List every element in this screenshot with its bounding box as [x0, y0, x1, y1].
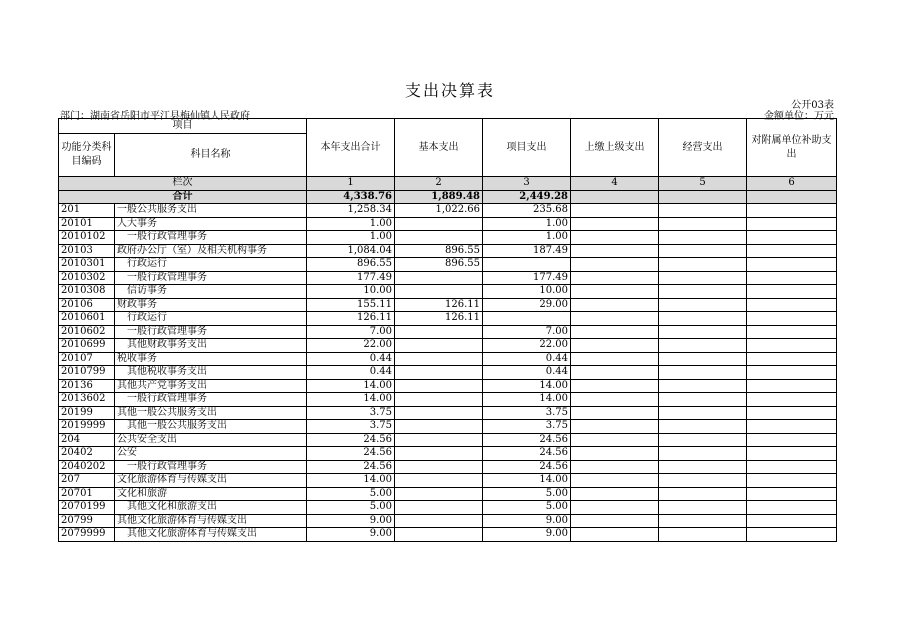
row-upper [571, 420, 659, 434]
row-code: 2010302 [59, 271, 115, 285]
row-code: 20103 [59, 244, 115, 258]
row-code: 2010602 [59, 325, 115, 339]
row-upper [571, 460, 659, 474]
row-project: 1.00 [483, 217, 571, 231]
row-upper [571, 312, 659, 326]
row-name: 公共安全支出 [115, 433, 307, 447]
row-basic [395, 433, 483, 447]
row-name: 其他文化旅游体育与传媒支出 [115, 514, 307, 528]
row-subsidy [747, 433, 837, 447]
row-subsidy [747, 204, 837, 218]
row-code: 201 [59, 204, 115, 218]
row-basic [395, 474, 483, 488]
row-project: 24.56 [483, 433, 571, 447]
row-total: 14.00 [307, 393, 395, 407]
row-project: 235.68 [483, 204, 571, 218]
row-subsidy [747, 258, 837, 272]
row-subsidy [747, 487, 837, 501]
row-total: 5.00 [307, 501, 395, 515]
row-subsidy [747, 393, 837, 407]
table-row [59, 460, 837, 474]
row-name: 人大事务 [115, 217, 307, 231]
header-func-code: 功能分类科目编码 [59, 134, 115, 177]
row-project: 5.00 [483, 501, 571, 515]
row-name: 一般行政管理事务 [115, 460, 307, 474]
row-upper [571, 298, 659, 312]
row-name: 行政运行 [115, 312, 307, 326]
row-project: 177.49 [483, 271, 571, 285]
row-total: 1,258.34 [307, 204, 395, 218]
row-basic [395, 528, 483, 542]
row-code: 20402 [59, 447, 115, 461]
row-total: 3.75 [307, 406, 395, 420]
row-business [659, 379, 747, 393]
row-total: 126.11 [307, 312, 395, 326]
row-business [659, 474, 747, 488]
row-business [659, 312, 747, 326]
table-row [59, 514, 837, 528]
row-subsidy [747, 460, 837, 474]
row-total: 24.56 [307, 447, 395, 461]
col-number-3: 3 [483, 177, 571, 191]
table-row [59, 312, 837, 326]
total-col5 [659, 190, 747, 204]
row-business [659, 285, 747, 299]
row-project: 0.44 [483, 352, 571, 366]
row-upper [571, 528, 659, 542]
row-upper [571, 285, 659, 299]
row-business [659, 420, 747, 434]
row-basic [395, 460, 483, 474]
row-total: 24.56 [307, 460, 395, 474]
table-row [59, 528, 837, 542]
row-basic [395, 393, 483, 407]
row-upper [571, 258, 659, 272]
row-code: 2040202 [59, 460, 115, 474]
table-row [59, 244, 837, 258]
row-name: 公安 [115, 447, 307, 461]
row-name: 一般行政管理事务 [115, 271, 307, 285]
row-basic [395, 406, 483, 420]
table-row [59, 217, 837, 231]
row-business [659, 366, 747, 380]
header-project: 项目 [59, 119, 307, 134]
row-upper [571, 231, 659, 245]
row-basic [395, 231, 483, 245]
row-upper [571, 406, 659, 420]
row-business [659, 231, 747, 245]
row-upper [571, 474, 659, 488]
row-code: 2079999 [59, 528, 115, 542]
form-code: 公开03表 [791, 100, 834, 111]
row-name: 其他文化和旅游支出 [115, 501, 307, 515]
header-row-lanci [59, 177, 837, 191]
row-upper [571, 366, 659, 380]
table-row [59, 231, 837, 245]
row-basic [395, 285, 483, 299]
row-total: 14.00 [307, 474, 395, 488]
row-upper [571, 271, 659, 285]
row-name: 一般行政管理事务 [115, 393, 307, 407]
row-total: 7.00 [307, 325, 395, 339]
row-code: 20701 [59, 487, 115, 501]
row-basic: 126.11 [395, 298, 483, 312]
row-name: 政府办公厅（室）及相关机构事务 [115, 244, 307, 258]
row-project [483, 312, 571, 326]
row-code: 2070199 [59, 501, 115, 515]
row-business [659, 528, 747, 542]
row-basic [395, 420, 483, 434]
row-project: 7.00 [483, 325, 571, 339]
row-subsidy [747, 244, 837, 258]
row-total: 1.00 [307, 217, 395, 231]
row-basic [395, 366, 483, 380]
row-business [659, 339, 747, 353]
row-name: 文化和旅游 [115, 487, 307, 501]
row-subsidy [747, 339, 837, 353]
table-row [59, 393, 837, 407]
row-subsidy [747, 501, 837, 515]
row-project: 9.00 [483, 528, 571, 542]
row-subsidy [747, 366, 837, 380]
row-total: 24.56 [307, 433, 395, 447]
row-subsidy [747, 352, 837, 366]
row-basic [395, 447, 483, 461]
table-row [59, 501, 837, 515]
row-basic [395, 217, 483, 231]
row-code: 20101 [59, 217, 115, 231]
row-subsidy [747, 528, 837, 542]
header-row-project [59, 119, 837, 134]
row-upper [571, 447, 659, 461]
total-col3: 2,449.28 [483, 190, 571, 204]
row-code: 2010102 [59, 231, 115, 245]
row-total: 14.00 [307, 379, 395, 393]
row-name: 其他文化旅游体育与传媒支出 [115, 528, 307, 542]
row-business [659, 433, 747, 447]
row-total: 5.00 [307, 487, 395, 501]
row-code: 20199 [59, 406, 115, 420]
total-col2: 1,889.48 [395, 190, 483, 204]
row-upper [571, 352, 659, 366]
row-name: 其他一般公共服务支出 [115, 406, 307, 420]
row-code: 20107 [59, 352, 115, 366]
row-upper [571, 244, 659, 258]
row-project: 14.00 [483, 379, 571, 393]
row-name: 一般行政管理事务 [115, 231, 307, 245]
row-project: 22.00 [483, 339, 571, 353]
row-total: 9.00 [307, 514, 395, 528]
table-row [59, 285, 837, 299]
table-row [59, 352, 837, 366]
row-subsidy [747, 298, 837, 312]
row-name: 一般行政管理事务 [115, 325, 307, 339]
row-subsidy [747, 271, 837, 285]
col-number-4: 4 [571, 177, 659, 191]
row-business [659, 393, 747, 407]
row-name: 其他一般公共服务支出 [115, 420, 307, 434]
row-total: 896.55 [307, 258, 395, 272]
row-project: 3.75 [483, 406, 571, 420]
header-total: 本年支出合计 [307, 119, 395, 177]
row-business [659, 298, 747, 312]
row-upper [571, 325, 659, 339]
row-upper [571, 501, 659, 515]
row-project: 187.49 [483, 244, 571, 258]
row-code: 207 [59, 474, 115, 488]
row-subsidy [747, 285, 837, 299]
row-business [659, 271, 747, 285]
row-code: 20106 [59, 298, 115, 312]
row-total: 1,084.04 [307, 244, 395, 258]
header-upper: 上缴上级支出 [571, 119, 659, 177]
row-project: 24.56 [483, 460, 571, 474]
col-number-5: 5 [659, 177, 747, 191]
table-row [59, 204, 837, 218]
row-project: 5.00 [483, 487, 571, 501]
table-row [59, 258, 837, 272]
row-project: 10.00 [483, 285, 571, 299]
col-number-2: 2 [395, 177, 483, 191]
row-project: 0.44 [483, 366, 571, 380]
row-upper [571, 204, 659, 218]
row-name: 其他税收事务支出 [115, 366, 307, 380]
row-code: 2013602 [59, 393, 115, 407]
row-project: 14.00 [483, 474, 571, 488]
row-code: 20136 [59, 379, 115, 393]
total-label: 合计 [59, 190, 307, 204]
row-upper [571, 514, 659, 528]
row-basic [395, 271, 483, 285]
header-business: 经营支出 [659, 119, 747, 177]
row-business [659, 325, 747, 339]
header-subject-name: 科目名称 [115, 134, 307, 177]
row-business [659, 258, 747, 272]
row-total: 0.44 [307, 352, 395, 366]
row-subsidy [747, 420, 837, 434]
row-project: 9.00 [483, 514, 571, 528]
row-basic: 896.55 [395, 258, 483, 272]
row-project [483, 258, 571, 272]
row-code: 2010799 [59, 366, 115, 380]
row-project: 1.00 [483, 231, 571, 245]
row-code: 2010699 [59, 339, 115, 353]
table-row [59, 487, 837, 501]
row-subsidy [747, 474, 837, 488]
row-basic: 126.11 [395, 312, 483, 326]
row-total: 0.44 [307, 366, 395, 380]
unit-label: 金额单位：万元 [764, 111, 834, 122]
table-row [59, 325, 837, 339]
table-row [59, 379, 837, 393]
row-basic: 1,022.66 [395, 204, 483, 218]
header-project-expense: 项目支出 [483, 119, 571, 177]
row-name: 一般公共服务支出 [115, 204, 307, 218]
row-business [659, 244, 747, 258]
row-business [659, 406, 747, 420]
row-upper [571, 379, 659, 393]
row-basic [395, 501, 483, 515]
row-basic [395, 352, 483, 366]
row-subsidy [747, 514, 837, 528]
row-subsidy [747, 325, 837, 339]
row-total: 22.00 [307, 339, 395, 353]
row-project: 29.00 [483, 298, 571, 312]
row-upper [571, 433, 659, 447]
row-subsidy [747, 406, 837, 420]
row-name: 财政事务 [115, 298, 307, 312]
total-row [59, 190, 837, 204]
row-total: 1.00 [307, 231, 395, 245]
row-total: 10.00 [307, 285, 395, 299]
table-row [59, 271, 837, 285]
row-subsidy [747, 447, 837, 461]
table-row [59, 406, 837, 420]
row-code: 2010308 [59, 285, 115, 299]
row-business [659, 204, 747, 218]
row-basic [395, 325, 483, 339]
row-business [659, 447, 747, 461]
row-business [659, 217, 747, 231]
row-total: 9.00 [307, 528, 395, 542]
row-name: 其他财政事务支出 [115, 339, 307, 353]
row-project: 14.00 [483, 393, 571, 407]
row-code: 20799 [59, 514, 115, 528]
row-code: 204 [59, 433, 115, 447]
row-name: 文化旅游体育与传媒支出 [115, 474, 307, 488]
row-total: 155.11 [307, 298, 395, 312]
table-row [59, 420, 837, 434]
col-number-6: 6 [747, 177, 837, 191]
table-row [59, 447, 837, 461]
row-basic [395, 487, 483, 501]
row-basic [395, 379, 483, 393]
row-basic [395, 514, 483, 528]
row-subsidy [747, 379, 837, 393]
total-col6 [747, 190, 837, 204]
table-row [59, 339, 837, 353]
department-label: 部门：湖南省岳阳市平江县梅仙镇人民政府 [60, 111, 250, 122]
row-name: 税收事务 [115, 352, 307, 366]
row-upper [571, 393, 659, 407]
row-business [659, 501, 747, 515]
row-basic: 896.55 [395, 244, 483, 258]
table-row [59, 474, 837, 488]
row-upper [571, 217, 659, 231]
row-business [659, 352, 747, 366]
row-name: 其他共产党事务支出 [115, 379, 307, 393]
header-basic: 基本支出 [395, 119, 483, 177]
row-business [659, 487, 747, 501]
row-name: 信访事务 [115, 285, 307, 299]
table-row [59, 433, 837, 447]
row-total: 177.49 [307, 271, 395, 285]
total-col4 [571, 190, 659, 204]
table-row [59, 366, 837, 380]
row-name: 行政运行 [115, 258, 307, 272]
header-subsidy: 对附属单位补助支出 [747, 119, 837, 177]
table-row [59, 298, 837, 312]
row-code: 2010301 [59, 258, 115, 272]
row-business [659, 460, 747, 474]
page-title: 支出决算表 [404, 81, 495, 100]
row-total: 3.75 [307, 420, 395, 434]
expenditure-table [58, 118, 837, 542]
row-upper [571, 339, 659, 353]
row-project: 3.75 [483, 420, 571, 434]
row-business [659, 514, 747, 528]
header-lanci: 栏次 [59, 177, 307, 191]
row-project: 24.56 [483, 447, 571, 461]
row-code: 2019999 [59, 420, 115, 434]
row-subsidy [747, 217, 837, 231]
row-basic [395, 339, 483, 353]
row-subsidy [747, 312, 837, 326]
row-subsidy [747, 231, 837, 245]
total-col1: 4,338.76 [307, 190, 395, 204]
row-upper [571, 487, 659, 501]
col-number-1: 1 [307, 177, 395, 191]
row-code: 2010601 [59, 312, 115, 326]
